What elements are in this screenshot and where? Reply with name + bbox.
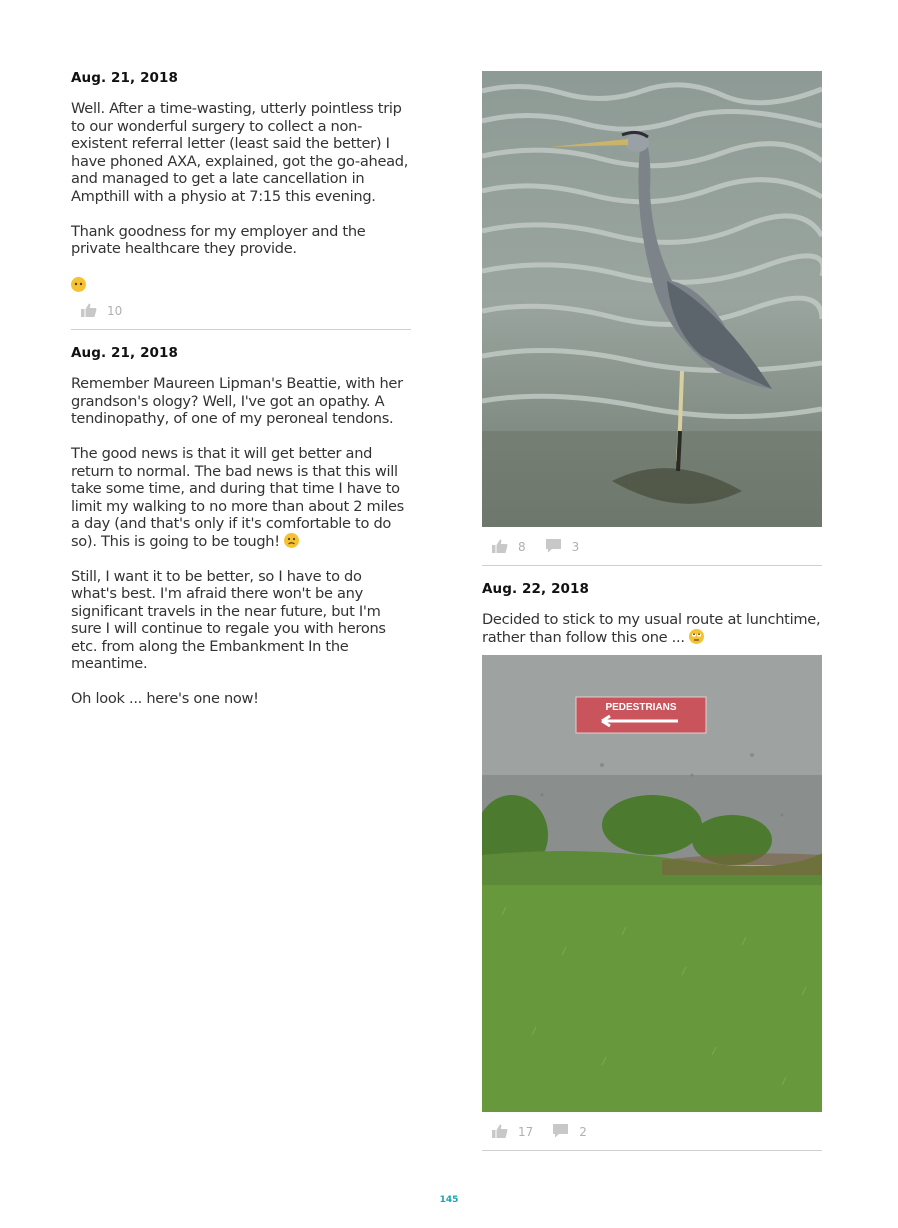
comment-icon[interactable]	[546, 539, 562, 556]
sign-text: PEDESTRIANS	[605, 702, 677, 713]
like-count: 17	[518, 1125, 534, 1139]
flooded-path-photo	[482, 655, 822, 1112]
heron-photo	[482, 71, 822, 527]
like-count: 8	[518, 540, 526, 554]
left-column	[71, 70, 411, 725]
post-stats	[71, 301, 411, 321]
right-column	[482, 71, 822, 1151]
thumbs-up-icon[interactable]	[492, 539, 508, 556]
post-paragraph-text: The good news is that it will get better and return to normal. The bad news is that this will take some time, and during that time I have to limit my walking to no more than about 2 miles a day (and that's only if it's comfortable to do so). This is going to be tough!	[71, 445, 404, 550]
post-paragraph: Still, I want it to be better, so I have to do what's best. I'm afraid there won't be any significant travels in the near future, but I'm sure I will continue to regale you with herons etc. from along the Embankment In the meantime.	[71, 567, 386, 672]
post-divider	[71, 329, 411, 330]
post-divider	[482, 565, 822, 566]
thumbs-up-icon[interactable]	[492, 1124, 508, 1141]
post-paragraph: Oh look ... here's one now!	[71, 690, 259, 707]
comment-count: 2	[579, 1125, 587, 1139]
page-number: 145	[439, 1195, 459, 1205]
post-paragraph: Thank goodness for my employer and the private healthcare they provide.	[71, 222, 366, 257]
post-paragraph	[482, 611, 822, 646]
comment-icon[interactable]	[553, 1124, 569, 1141]
thumbs-up-icon[interactable]	[81, 303, 97, 320]
post-divider	[482, 1150, 822, 1151]
post-stats	[482, 1122, 822, 1142]
speechless-face-icon	[71, 277, 86, 292]
post-date: Aug. 22, 2018	[482, 581, 590, 597]
frowning-face-icon	[284, 533, 299, 548]
rolling-eyes-face-icon	[689, 629, 704, 644]
post-aug-21-b	[71, 345, 411, 708]
post-paragraph: Well. After a time-wasting, utterly pointless trip to our wonderful surgery to collect a non-existent referral letter (least said the better) I have phoned AXA, explained, got the go-ahead, and managed to get a late cancellation in Ampthill with a physio at 7:15 this evening.	[71, 100, 409, 205]
post-paragraph	[71, 445, 411, 550]
post-date: Aug. 21, 2018	[71, 70, 179, 86]
like-count: 10	[107, 304, 123, 318]
post-paragraph-text: Decided to stick to my usual route at lunchtime, rather than follow this one ...	[482, 611, 821, 646]
post-emoji-row	[71, 275, 411, 297]
comment-count: 3	[571, 540, 580, 554]
post-aug-21-a	[71, 70, 411, 330]
post-stats	[482, 537, 822, 557]
post-paragraph: Remember Maureen Lipman's Beattie, with her grandson's ology? Well, I've got an opathy. A tendinopathy, of one of my peroneal tendons.	[71, 375, 403, 427]
post-date: Aug. 21, 2018	[71, 345, 179, 361]
post-aug-22	[482, 581, 822, 1151]
